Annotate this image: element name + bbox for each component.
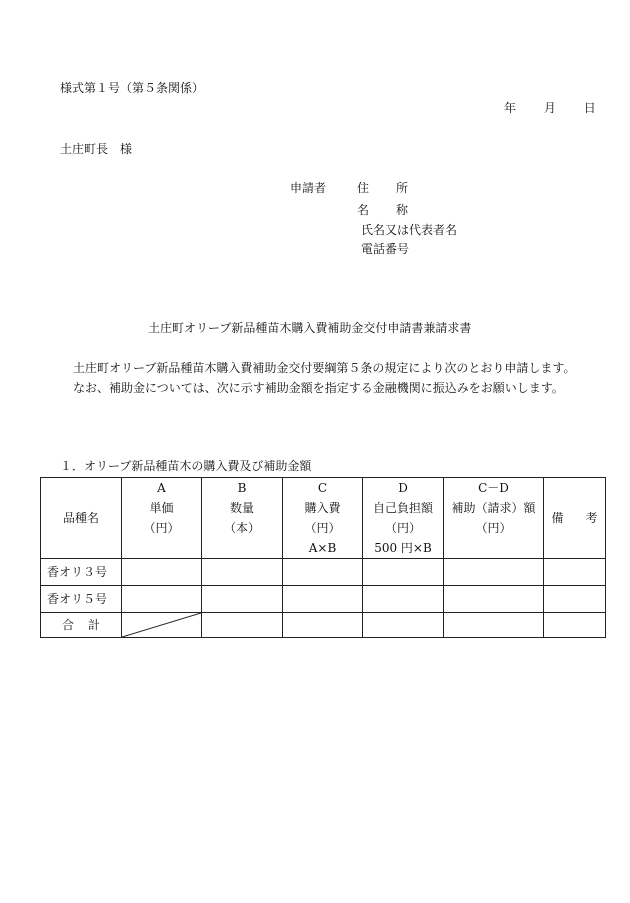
- cell-self-payment: [363, 586, 444, 613]
- date-year: 年: [504, 101, 517, 115]
- name-label: 名 称: [357, 203, 409, 217]
- table-row: [41, 586, 606, 613]
- cell-unit-price: [122, 586, 202, 613]
- cell-self-payment: [363, 559, 444, 586]
- total-remarks: [544, 613, 606, 638]
- date-month: 月: [543, 101, 556, 115]
- total-subsidy-amount: [444, 613, 544, 638]
- date-line: [504, 101, 596, 115]
- total-quantity: [202, 613, 283, 638]
- table-row: [41, 559, 606, 586]
- address-label: 住 所: [357, 181, 409, 195]
- header-self-payment: D 自己負担額 （円） 500 円×B: [363, 478, 444, 559]
- cell-purchase-cost: [283, 559, 363, 586]
- table-total-row: [41, 613, 606, 638]
- paragraph-payment: なお、補助金については、次に示す補助金額を指定する金融機関に振込みをお願いします。: [73, 381, 564, 395]
- table-header-row: [41, 478, 606, 559]
- form-number: 様式第１号（第５条関係）: [60, 81, 205, 95]
- total-purchase-cost: [283, 613, 363, 638]
- paragraph-application: 土庄町オリーブ新品種苗木購入費補助金交付要綱第５条の規定により次のとおり申請します。: [73, 361, 576, 375]
- cell-remarks: [544, 586, 606, 613]
- subsidy-table: [40, 477, 606, 638]
- cell-subsidy-amount: [444, 559, 544, 586]
- applicant-label: 申請者: [290, 181, 327, 195]
- date-day: 日: [583, 101, 596, 115]
- row-variety: 香オリ３号: [41, 559, 122, 586]
- cell-purchase-cost: [283, 586, 363, 613]
- header-quantity: B 数量 （本）: [202, 478, 283, 559]
- header-subsidy-amount: C－D 補助（請求）額 （円）: [444, 478, 544, 559]
- row-variety: 香オリ５号: [41, 586, 122, 613]
- cell-quantity: [202, 559, 283, 586]
- cell-unit-price: [122, 559, 202, 586]
- section-heading: １．オリーブ新品種苗木の購入費及び補助金額: [60, 459, 312, 473]
- document-title: 土庄町オリーブ新品種苗木購入費補助金交付申請書兼請求書: [148, 321, 472, 335]
- cell-remarks: [544, 559, 606, 586]
- body-text: [60, 358, 605, 398]
- addressee: 土庄町長 様: [60, 142, 133, 156]
- header-variety: 品種名: [41, 478, 122, 559]
- total-unit-price-slashed: [122, 613, 202, 638]
- diagonal-slash: [122, 613, 201, 637]
- total-self-payment: [363, 613, 444, 638]
- phone-label: 電話番号: [361, 242, 410, 256]
- header-remarks: 備 考: [544, 478, 606, 559]
- header-purchase-cost: C 購入費 （円） A×B: [283, 478, 363, 559]
- total-label: 合 計: [41, 613, 122, 638]
- cell-subsidy-amount: [444, 586, 544, 613]
- header-unit-price: A 単価 （円）: [122, 478, 202, 559]
- cell-quantity: [202, 586, 283, 613]
- representative-label: 氏名又は代表者名: [361, 223, 458, 237]
